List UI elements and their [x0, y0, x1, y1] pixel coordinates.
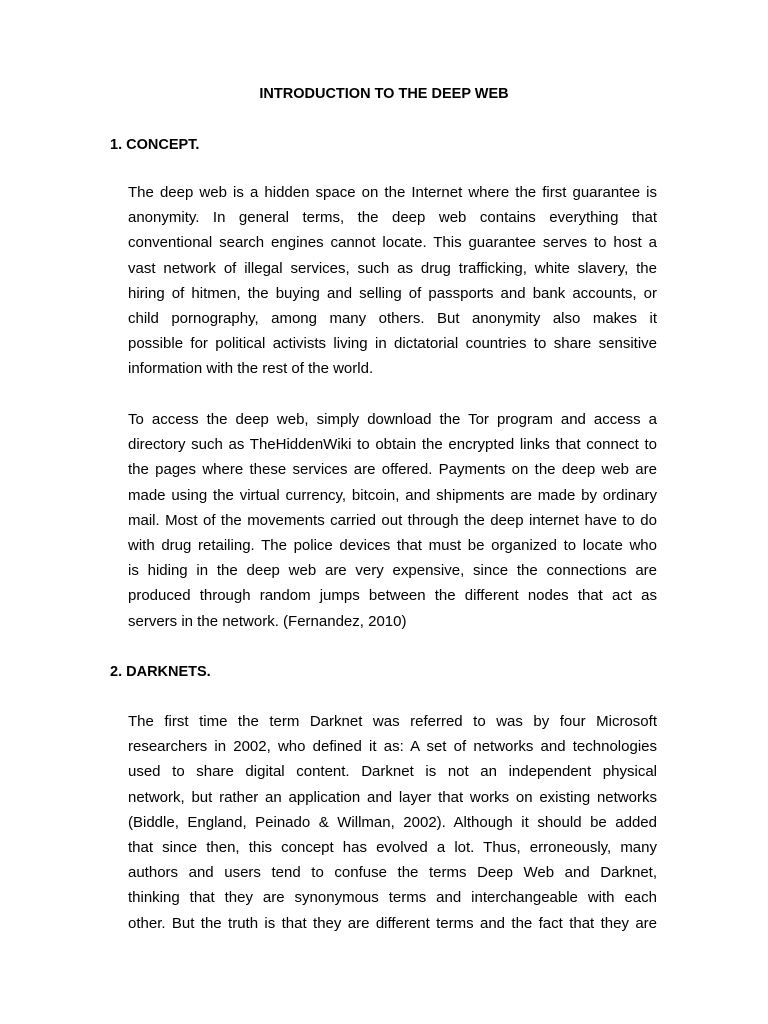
text-line: with drug retailing. The police devices that must be organized to locate who	[128, 536, 657, 554]
text-line: other. But the truth is that they are different terms and the fact that they are	[128, 914, 657, 932]
paragraph-darknets-1	[128, 709, 657, 936]
text-line: To access the deep web, simply download the Tor program and access a	[128, 411, 657, 428]
text-line: conventional search engines cannot locate. This guarantee serves to host a	[128, 234, 657, 252]
text-line: directory such as TheHiddenWiki to obtain the encrypted links that connect to	[128, 436, 657, 454]
text-line: The first time the term Darknet was referred to was by four Microsoft	[128, 713, 657, 730]
paragraph-concept-2	[128, 407, 657, 634]
section-heading-darknets: 2. DARKNETS.	[110, 664, 211, 680]
section-heading-concept: 1. CONCEPT.	[110, 137, 200, 153]
text-line: is hiding in the deep web are very expensive, since the connections are	[128, 562, 657, 580]
text-line: mail. Most of the movements carried out through the deep internet have to do	[128, 511, 657, 529]
text-line: vast network of illegal services, such as drug trafficking, white slavery, the	[128, 259, 657, 277]
text-line: produced through random jumps between the different nodes that act as	[128, 587, 657, 605]
text-line: hiring of hitmen, the buying and selling of passports and bank accounts, or	[128, 284, 657, 302]
text-line: that since then, this concept has evolved a lot. Thus, erroneously, many	[128, 838, 657, 856]
document-title: INTRODUCTION TO THE DEEP WEB	[259, 86, 509, 102]
text-line: authors and users tend to confuse the terms Deep Web and Darknet,	[128, 864, 657, 882]
text-line: made using the virtual currency, bitcoin, and shipments are made by ordinary	[128, 486, 657, 504]
text-line: possible for political activists living in dictatorial countries to share sensitive	[128, 335, 657, 353]
text-line: The deep web is a hidden space on the Internet where the first guarantee is	[128, 184, 657, 201]
text-line: anonymity. In general terms, the deep web contains everything that	[128, 209, 657, 227]
text-line: servers in the network. (Fernandez, 2010)	[128, 612, 407, 630]
text-line: child pornography, among many others. But anonymity also makes it	[128, 309, 657, 327]
text-line: information with the rest of the world.	[128, 360, 374, 378]
text-line: (Biddle, England, Peinado & Willman, 2002). Although it should be added	[128, 813, 657, 831]
text-line: thinking that they are synonymous terms and interchangeable with each	[128, 889, 657, 907]
paragraph-concept-1	[128, 180, 657, 382]
text-line: the pages where these services are offered. Payments on the deep web are	[128, 461, 657, 479]
text-line: network, but rather an application and layer that works on existing networks	[128, 788, 657, 806]
text-line: used to share digital content. Darknet is not an independent physical	[128, 763, 657, 781]
text-line: researchers in 2002, who defined it as: A set of networks and technologies	[128, 738, 657, 756]
